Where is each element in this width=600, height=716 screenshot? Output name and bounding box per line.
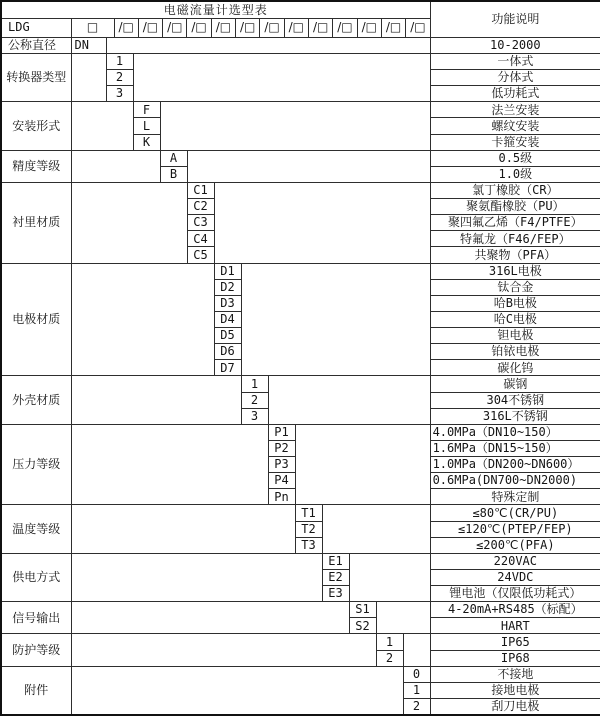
option-code: E3 (322, 586, 349, 602)
option-desc: ≤200℃(PFA) (430, 537, 600, 553)
option-desc: 4.0MPa（DN10~150） (430, 424, 600, 440)
option-desc: 碳化钨 (430, 360, 600, 376)
model-slot-box: /□ (139, 19, 163, 37)
model-slot-box: /□ (115, 19, 139, 37)
table-row (1, 182, 600, 198)
option-code: DN (71, 37, 106, 53)
spacer-cell (106, 37, 430, 53)
spacer-cell (71, 602, 349, 634)
option-desc: 法兰安装 (430, 102, 600, 118)
function-column-header: 功能说明 (430, 1, 600, 37)
option-desc: 钛合金 (430, 279, 600, 295)
model-slot-box: /□ (285, 19, 309, 37)
model-slot-box: /□ (333, 19, 357, 37)
table-row (1, 553, 600, 569)
model-slot-box: /□ (163, 19, 187, 37)
spacer-cell (71, 376, 241, 424)
option-desc: 24VDC (430, 569, 600, 585)
option-code: C5 (187, 247, 214, 263)
model-code-boxes (71, 18, 430, 37)
table-row (1, 263, 600, 279)
category-label: 温度等级 (1, 505, 71, 553)
option-code: E2 (322, 569, 349, 585)
option-desc: 锂电池（仅限低功耗式） (430, 586, 600, 602)
option-code: 1 (241, 376, 268, 392)
option-desc: 氯丁橡胶（CR） (430, 182, 600, 198)
option-code: P2 (268, 440, 295, 456)
option-code: 2 (241, 392, 268, 408)
category-label: 供电方式 (1, 553, 71, 601)
table-row (1, 424, 600, 440)
spacer-cell (214, 182, 430, 263)
spacer-cell (71, 505, 295, 553)
table-row (1, 666, 600, 682)
spacer-cell (71, 424, 268, 505)
option-code: D3 (214, 295, 241, 311)
spacer-cell (376, 602, 430, 634)
option-desc: 铂铱电极 (430, 344, 600, 360)
spacer-cell (71, 53, 106, 101)
category-label: 安装形式 (1, 102, 71, 150)
table-row (1, 53, 600, 69)
category-label: 电极材质 (1, 263, 71, 376)
spacer-cell (71, 182, 187, 263)
option-code: 3 (106, 86, 133, 102)
option-desc: 螺纹安装 (430, 118, 600, 134)
model-slot-box: /□ (236, 19, 260, 37)
option-desc: 0.6MPa(DN700~DN2000) (430, 473, 600, 489)
option-desc: 共聚物（PFA） (430, 247, 600, 263)
option-code: F (133, 102, 160, 118)
option-code: D2 (214, 279, 241, 295)
option-desc: 1.0MPa（DN200~DN600） (430, 457, 600, 473)
table-row (1, 505, 600, 521)
option-code: S1 (349, 602, 376, 618)
category-label: 精度等级 (1, 150, 71, 182)
table-row (1, 1, 600, 18)
spacer-cell (160, 102, 430, 150)
option-code: S2 (349, 618, 376, 634)
category-label: 衬里材质 (1, 182, 71, 263)
option-code: P4 (268, 473, 295, 489)
table-row (1, 376, 600, 392)
spacer-cell (133, 53, 430, 101)
option-desc: 1.6MPa（DN15~150） (430, 440, 600, 456)
option-code: 0 (403, 666, 430, 682)
option-desc: 聚氨酯橡胶（PU） (430, 199, 600, 215)
table-row (1, 37, 600, 53)
option-desc: 钽电极 (430, 328, 600, 344)
category-label: 防护等级 (1, 634, 71, 666)
option-code: L (133, 118, 160, 134)
option-code: K (133, 134, 160, 150)
model-base-box: □ (72, 19, 115, 37)
option-desc: 316L电极 (430, 263, 600, 279)
option-desc: ≤120℃(PTEP/FEP) (430, 521, 600, 537)
model-slot-box: /□ (410, 20, 426, 35)
option-code: C1 (187, 182, 214, 198)
option-code: 1 (106, 53, 133, 69)
option-code: C4 (187, 231, 214, 247)
spacer-cell (295, 424, 430, 505)
spacer-cell (71, 634, 376, 666)
spacer-cell (349, 553, 430, 601)
model-code-box-strip (72, 19, 430, 37)
option-code: A (160, 150, 187, 166)
spacer-cell (71, 150, 160, 182)
option-desc: 接地电极 (430, 682, 600, 698)
spacer-cell (187, 150, 430, 182)
category-label: 转换器类型 (1, 53, 71, 101)
option-desc: IP65 (430, 634, 600, 650)
option-code: D6 (214, 344, 241, 360)
option-code: 2 (106, 70, 133, 86)
option-desc: 316L不锈钢 (430, 408, 600, 424)
option-desc: 0.5级 (430, 150, 600, 166)
option-code: D7 (214, 360, 241, 376)
option-desc: 一体式 (430, 53, 600, 69)
option-code: 2 (376, 650, 403, 666)
option-code: P3 (268, 457, 295, 473)
category-label: 附件 (1, 666, 71, 715)
spacer-cell (71, 553, 322, 601)
option-desc: 220VAC (430, 553, 600, 569)
page-title: 电磁流量计选型表 (1, 1, 430, 18)
option-desc: 碳钢 (430, 376, 600, 392)
option-code: T2 (295, 521, 322, 537)
option-code: C3 (187, 215, 214, 231)
option-desc: 哈B电极 (430, 295, 600, 311)
option-code: P1 (268, 424, 295, 440)
spacer-cell (71, 263, 214, 376)
option-code: C2 (187, 199, 214, 215)
option-code: E1 (322, 553, 349, 569)
option-code: Pn (268, 489, 295, 505)
option-desc: 1.0级 (430, 166, 600, 182)
category-label: 信号输出 (1, 602, 71, 634)
category-label: 公称直径 (1, 37, 71, 53)
model-slot-box: /□ (212, 19, 236, 37)
table-row (1, 602, 600, 618)
option-desc: 304不锈钢 (430, 392, 600, 408)
category-label: 外壳材质 (1, 376, 71, 424)
option-code: D5 (214, 328, 241, 344)
model-prefix: LDG (1, 18, 71, 37)
option-desc: 卡箍安装 (430, 134, 600, 150)
option-desc: ≤80℃(CR/PU) (430, 505, 600, 521)
option-code: 1 (376, 634, 403, 650)
option-code: D1 (214, 263, 241, 279)
option-desc: 分体式 (430, 70, 600, 86)
option-code: D4 (214, 311, 241, 327)
spacer-cell (403, 634, 430, 666)
spacer-cell (322, 505, 430, 553)
model-slot-box: /□ (187, 19, 211, 37)
option-desc: HART (430, 618, 600, 634)
option-desc: 聚四氟乙烯（F4/PTFE） (430, 215, 600, 231)
spacer-cell (71, 102, 133, 150)
model-slot-box: /□ (309, 19, 333, 37)
model-slot-box: /□ (382, 19, 406, 37)
spacer-cell (268, 376, 430, 424)
option-desc: 特殊定制 (430, 489, 600, 505)
category-label: 压力等级 (1, 424, 71, 505)
model-slot-box: /□ (260, 19, 284, 37)
option-desc: 低功耗式 (430, 86, 600, 102)
spacer-cell (71, 666, 403, 715)
option-desc: 4-20mA+RS485（标配） (430, 602, 600, 618)
option-desc: 特氟龙（F46/FEP） (430, 231, 600, 247)
option-desc: 不接地 (430, 666, 600, 682)
table-row (1, 102, 600, 118)
option-desc: 哈C电极 (430, 311, 600, 327)
selection-table-body (1, 1, 600, 715)
spacer-cell (241, 263, 430, 376)
option-code: 3 (241, 408, 268, 424)
option-code: T1 (295, 505, 322, 521)
option-code: 2 (403, 698, 430, 715)
table-row (1, 634, 600, 650)
table-row (1, 150, 600, 166)
option-code: 1 (403, 682, 430, 698)
option-desc: 10-2000 (430, 37, 600, 53)
option-desc: IP68 (430, 650, 600, 666)
option-code: T3 (295, 537, 322, 553)
option-code: B (160, 166, 187, 182)
model-slot-box: /□ (358, 19, 382, 37)
option-desc: 刮刀电极 (430, 698, 600, 715)
